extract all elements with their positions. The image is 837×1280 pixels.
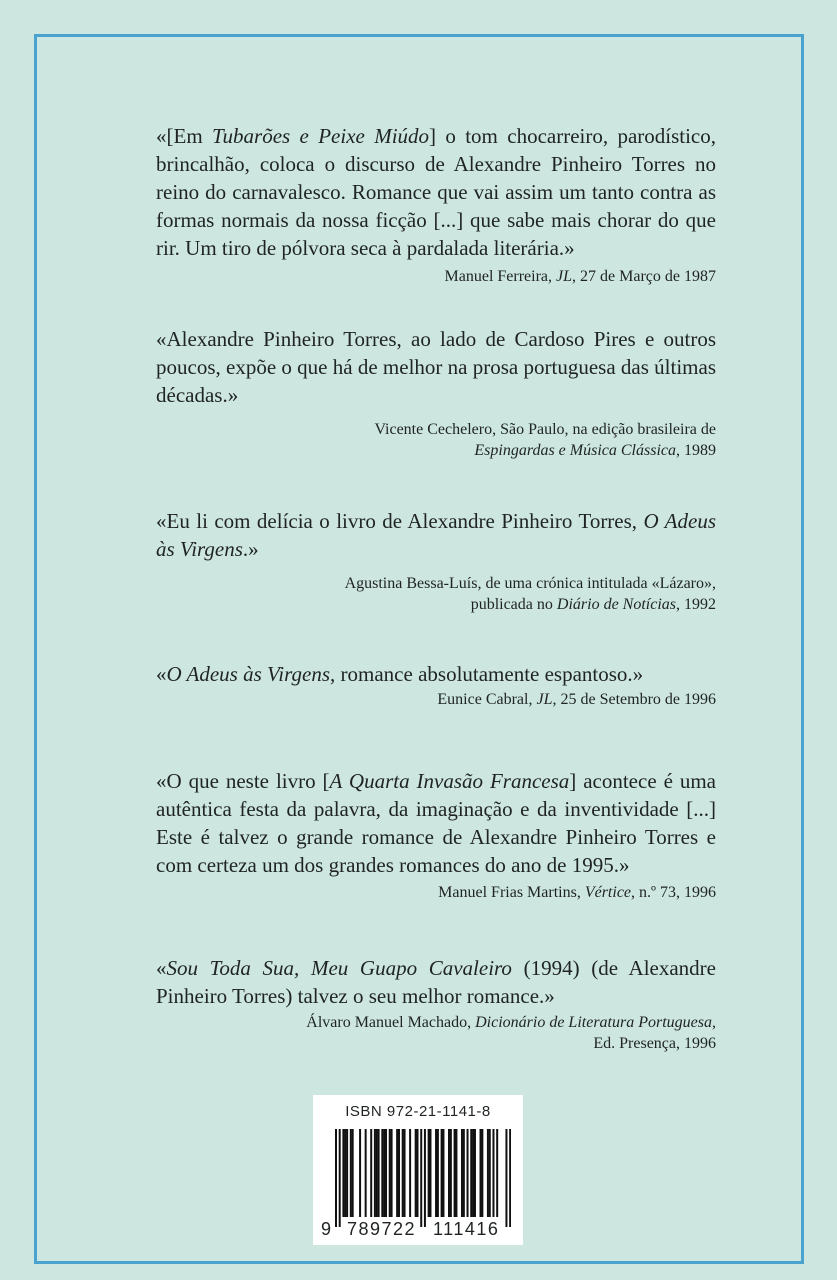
barcode-bar xyxy=(480,1129,482,1217)
barcode-bars xyxy=(335,1129,511,1227)
quote-source xyxy=(156,689,716,710)
text-run: « xyxy=(156,956,167,980)
quote-source xyxy=(156,419,716,461)
italic-title: Vértice xyxy=(584,884,632,901)
barcode-bar xyxy=(435,1129,437,1217)
italic-title: Diário de Notícias xyxy=(556,596,676,613)
barcode-bar xyxy=(428,1129,430,1217)
quote-text xyxy=(156,954,716,1010)
source-line xyxy=(156,573,716,594)
quote-block xyxy=(156,122,716,287)
barcode-bar xyxy=(404,1129,406,1217)
barcode-bar xyxy=(455,1129,457,1217)
barcode-bar xyxy=(385,1129,387,1217)
italic-title: Sou Toda Sua, Meu Guapo Cavaleiro xyxy=(166,956,512,980)
text-run: (1994) (de Alexandre Pinheiro Torres) talvez o seu melhor romance.» xyxy=(156,956,716,1008)
quote-text xyxy=(156,325,716,409)
barcode-bar xyxy=(335,1129,337,1227)
italic-title: A Quarta Invasão Francesa xyxy=(329,769,570,793)
barcode-bar xyxy=(450,1129,452,1217)
barcode-bar xyxy=(359,1129,361,1217)
italic-title: O Adeus às Virgens xyxy=(156,509,716,561)
quote-block xyxy=(156,325,716,461)
barcode-bar xyxy=(374,1129,376,1217)
quote-block xyxy=(156,660,716,710)
text-run: Eunice Cabral, xyxy=(437,691,537,708)
ean-right-digits: 111416 xyxy=(433,1219,500,1239)
barcode-bar xyxy=(509,1129,511,1227)
barcode-bar xyxy=(342,1129,344,1217)
quote-text xyxy=(156,122,716,262)
barcode-bar xyxy=(346,1129,348,1217)
text-run: ] acontece é uma autêntica festa da palavra, da imaginação e da inventividade [...] Este é talvez o grande romance de Alexandre Pinheiro Torres e com certeza um dos grandes romances do ano de 1995.» xyxy=(156,769,716,877)
barcode-bar xyxy=(344,1129,346,1217)
source-line xyxy=(156,440,716,461)
quote-source xyxy=(156,882,716,903)
barcode-bar xyxy=(389,1129,391,1217)
source-line xyxy=(156,266,716,287)
barcode-bar xyxy=(417,1129,419,1217)
italic-title: Dicionário de Literatura Portuguesa xyxy=(475,1014,712,1031)
source-line xyxy=(156,419,716,440)
italic-title: O Adeus às Virgens xyxy=(166,662,331,686)
text-run: .» xyxy=(242,537,259,561)
text-run: «O que neste livro [ xyxy=(156,769,330,793)
text-run: ] o tom chocarreiro, parodístico, brincalhão, coloca o discurso de Alexandre Pinheiro Torres no reino do carnavalesco. Romance que vai assim um tanto contra as formas normais da nossa ficção [...] que sabe mais chorar do que rir. Um tiro de pólvora seca à pardalada literária.» xyxy=(156,124,716,260)
source-line xyxy=(156,594,716,615)
text-run: , n.º 73, 1996 xyxy=(631,884,716,901)
quote-source xyxy=(156,573,716,615)
text-run: , 1992 xyxy=(676,596,716,613)
quote-source xyxy=(156,266,716,287)
barcode-bar xyxy=(454,1129,456,1217)
barcode-bar xyxy=(472,1129,474,1217)
text-run: «[Em xyxy=(156,124,213,148)
barcode-bar xyxy=(496,1129,498,1217)
italic-title: JL xyxy=(556,268,573,285)
quote-text xyxy=(156,767,716,879)
barcode-bar xyxy=(492,1129,494,1217)
barcode-bar xyxy=(489,1129,491,1217)
source-line xyxy=(156,882,716,903)
barcode-bar xyxy=(487,1129,489,1217)
barcode-bar xyxy=(376,1129,378,1217)
text-run: publicada no xyxy=(470,596,557,613)
text-run: Ed. Presença, 1996 xyxy=(593,1035,716,1052)
isbn-barcode xyxy=(313,1095,523,1245)
barcode-bar xyxy=(461,1129,463,1217)
italic-title: JL xyxy=(536,691,553,708)
barcode-bar xyxy=(383,1129,385,1217)
text-run: , 25 de Setembro de 1996 xyxy=(552,691,716,708)
barcode-bar xyxy=(481,1129,483,1217)
quote-block xyxy=(156,954,716,1054)
barcode-bar xyxy=(352,1129,354,1217)
barcode-bar xyxy=(378,1129,380,1217)
barcode-bar xyxy=(398,1129,400,1217)
barcode-bar xyxy=(467,1129,469,1217)
source-line xyxy=(156,1012,716,1033)
text-run: « xyxy=(156,662,167,686)
barcode-bar xyxy=(415,1129,417,1217)
text-run: «Alexandre Pinheiro Torres, ao lado de Cardoso Pires e outros poucos, expõe o que há de melhor na prosa portuguesa das últimas décadas.» xyxy=(156,327,716,407)
italic-title: Tubarões e Peixe Miúdo xyxy=(212,124,430,148)
barcode-bar xyxy=(370,1129,372,1217)
quote-text xyxy=(156,660,716,688)
text-run: Álvaro Manuel Machado, xyxy=(306,1014,476,1031)
text-run: Vicente Cechelero, São Paulo, na edição brasileira de xyxy=(374,421,716,438)
barcode-bar xyxy=(442,1129,444,1217)
source-line xyxy=(156,689,716,710)
barcode-bar xyxy=(339,1129,341,1227)
barcode-bar xyxy=(409,1129,411,1217)
text-run: Manuel Frias Martins, xyxy=(438,884,585,901)
barcode-bar xyxy=(441,1129,443,1217)
quote-text xyxy=(156,507,716,563)
quote-block xyxy=(156,507,716,615)
barcode-bar xyxy=(381,1129,383,1217)
text-run: , romance absolutamente espantoso.» xyxy=(330,662,644,686)
barcode-bar xyxy=(470,1129,472,1217)
quote-source xyxy=(156,1012,716,1054)
text-run: Manuel Ferreira, xyxy=(444,268,557,285)
source-line xyxy=(156,1033,716,1054)
ean-first-digit: 9 xyxy=(321,1219,332,1239)
text-run: Agustina Bessa-Luís, de uma crónica intitulada «Lázaro», xyxy=(344,575,716,592)
italic-title: Espingardas e Música Clássica xyxy=(474,442,676,459)
barcode-bar xyxy=(474,1129,476,1217)
barcode-bar xyxy=(437,1129,439,1217)
text-run: , 1989 xyxy=(676,442,716,459)
barcode-bar xyxy=(402,1129,404,1217)
text-run: «Eu li com delícia o livro de Alexandre Pinheiro Torres, xyxy=(156,509,644,533)
barcode-bar xyxy=(463,1129,465,1217)
barcode-bar xyxy=(365,1129,367,1217)
barcode-bar xyxy=(505,1129,507,1227)
barcode-bar xyxy=(448,1129,450,1217)
quote-block xyxy=(156,767,716,903)
ean-left-digits: 789722 xyxy=(347,1219,417,1239)
barcode-bar xyxy=(350,1129,352,1217)
barcode-bar xyxy=(391,1129,393,1217)
barcode-bar xyxy=(396,1129,398,1217)
text-run: , 27 de Março de 1987 xyxy=(572,268,716,285)
text-run: , xyxy=(712,1014,716,1031)
barcode-bar xyxy=(420,1129,422,1227)
barcode-bar xyxy=(429,1129,431,1217)
isbn-label: ISBN 972-21-1141-8 xyxy=(345,1103,491,1120)
barcode-bar xyxy=(424,1129,426,1227)
